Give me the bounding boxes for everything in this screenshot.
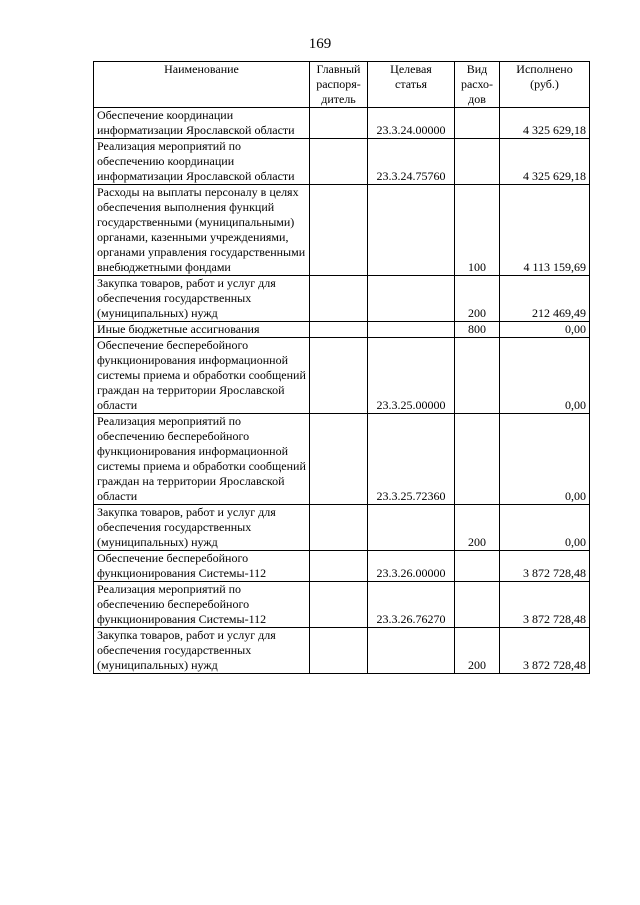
row-manager-cell: [310, 628, 368, 674]
table-row: [94, 414, 590, 505]
row-amount-cell: 4 325 629,18: [500, 139, 590, 185]
table-row: [94, 628, 590, 674]
row-type-cell: [455, 338, 500, 414]
row-name-cell: Обеспечение бесперебойного функционирования информационной системы приема и обработки сообщений граждан на территории Ярославской области: [94, 338, 310, 414]
row-name-cell: Реализация мероприятий по обеспечению бесперебойного функционирования Системы-112: [94, 582, 310, 628]
row-type-cell: 100: [455, 185, 500, 276]
row-target-cell: 23.3.25.00000: [368, 338, 455, 414]
table-row: [94, 338, 590, 414]
row-type-cell: 200: [455, 628, 500, 674]
header-executed: Исполнено (руб.): [500, 62, 590, 108]
row-target-cell: [368, 185, 455, 276]
row-amount-cell: 212 469,49: [500, 276, 590, 322]
row-name-cell: Закупка товаров, работ и услуг для обеспечения государственных (муниципальных) нужд: [94, 505, 310, 551]
row-name-cell: Закупка товаров, работ и услуг для обеспечения государственных (муниципальных) нужд: [94, 628, 310, 674]
table-row: [94, 185, 590, 276]
page-number: 169: [308, 36, 332, 52]
row-name-cell: Иные бюджетные ассигнования: [94, 322, 310, 338]
row-type-cell: [455, 582, 500, 628]
table-header-row: [94, 62, 590, 108]
row-target-cell: 23.3.24.75760: [368, 139, 455, 185]
row-name-cell: Расходы на выплаты персоналу в целях обеспечения выполнения функций государственными (муниципальными) органами, казенными учреждениями, органами управления государственными внебюджетными фондами: [94, 185, 310, 276]
row-manager-cell: [310, 551, 368, 582]
row-manager-cell: [310, 108, 368, 139]
table-row: [94, 276, 590, 322]
row-type-cell: 200: [455, 505, 500, 551]
row-manager-cell: [310, 414, 368, 505]
row-type-cell: [455, 139, 500, 185]
header-target: Целевая статья: [368, 62, 455, 108]
row-manager-cell: [310, 582, 368, 628]
header-manager: Главный распоря- дитель: [310, 62, 368, 108]
row-amount-cell: 0,00: [500, 322, 590, 338]
row-amount-cell: 0,00: [500, 338, 590, 414]
row-amount-cell: 4 325 629,18: [500, 108, 590, 139]
row-target-cell: 23.3.26.76270: [368, 582, 455, 628]
table-row: [94, 551, 590, 582]
table-row: [94, 582, 590, 628]
row-amount-cell: 3 872 728,48: [500, 551, 590, 582]
header-name: Наименование: [94, 62, 310, 108]
row-name-cell: Обеспечение бесперебойного функционирования Системы-112: [94, 551, 310, 582]
row-target-cell: 23.3.25.72360: [368, 414, 455, 505]
row-target-cell: 23.3.24.00000: [368, 108, 455, 139]
row-manager-cell: [310, 185, 368, 276]
row-target-cell: [368, 628, 455, 674]
row-amount-cell: 3 872 728,48: [500, 582, 590, 628]
row-manager-cell: [310, 505, 368, 551]
row-manager-cell: [310, 276, 368, 322]
row-type-cell: [455, 551, 500, 582]
table-row: [94, 322, 590, 338]
table-row: [94, 139, 590, 185]
row-manager-cell: [310, 139, 368, 185]
row-target-cell: [368, 322, 455, 338]
row-target-cell: [368, 505, 455, 551]
row-name-cell: Закупка товаров, работ и услуг для обеспечения государственных (муниципальных) нужд: [94, 276, 310, 322]
row-target-cell: [368, 276, 455, 322]
row-manager-cell: [310, 338, 368, 414]
row-type-cell: [455, 108, 500, 139]
row-amount-cell: 4 113 159,69: [500, 185, 590, 276]
header-type: Вид расхо- дов: [455, 62, 500, 108]
table-row: [94, 108, 590, 139]
row-amount-cell: 3 872 728,48: [500, 628, 590, 674]
row-amount-cell: 0,00: [500, 505, 590, 551]
table-body: [94, 108, 590, 674]
row-name-cell: Реализация мероприятий по обеспечению координации информатизации Ярославской области: [94, 139, 310, 185]
row-type-cell: [455, 414, 500, 505]
row-manager-cell: [310, 322, 368, 338]
row-target-cell: 23.3.26.00000: [368, 551, 455, 582]
row-type-cell: 200: [455, 276, 500, 322]
row-amount-cell: 0,00: [500, 414, 590, 505]
row-name-cell: Реализация мероприятий по обеспечению бесперебойного функционирования информационной системы приема и обработки сообщений граждан на территории Ярославской области: [94, 414, 310, 505]
budget-table: [93, 61, 590, 674]
row-name-cell: Обеспечение координации информатизации Ярославской области: [94, 108, 310, 139]
row-type-cell: 800: [455, 322, 500, 338]
table-row: [94, 505, 590, 551]
